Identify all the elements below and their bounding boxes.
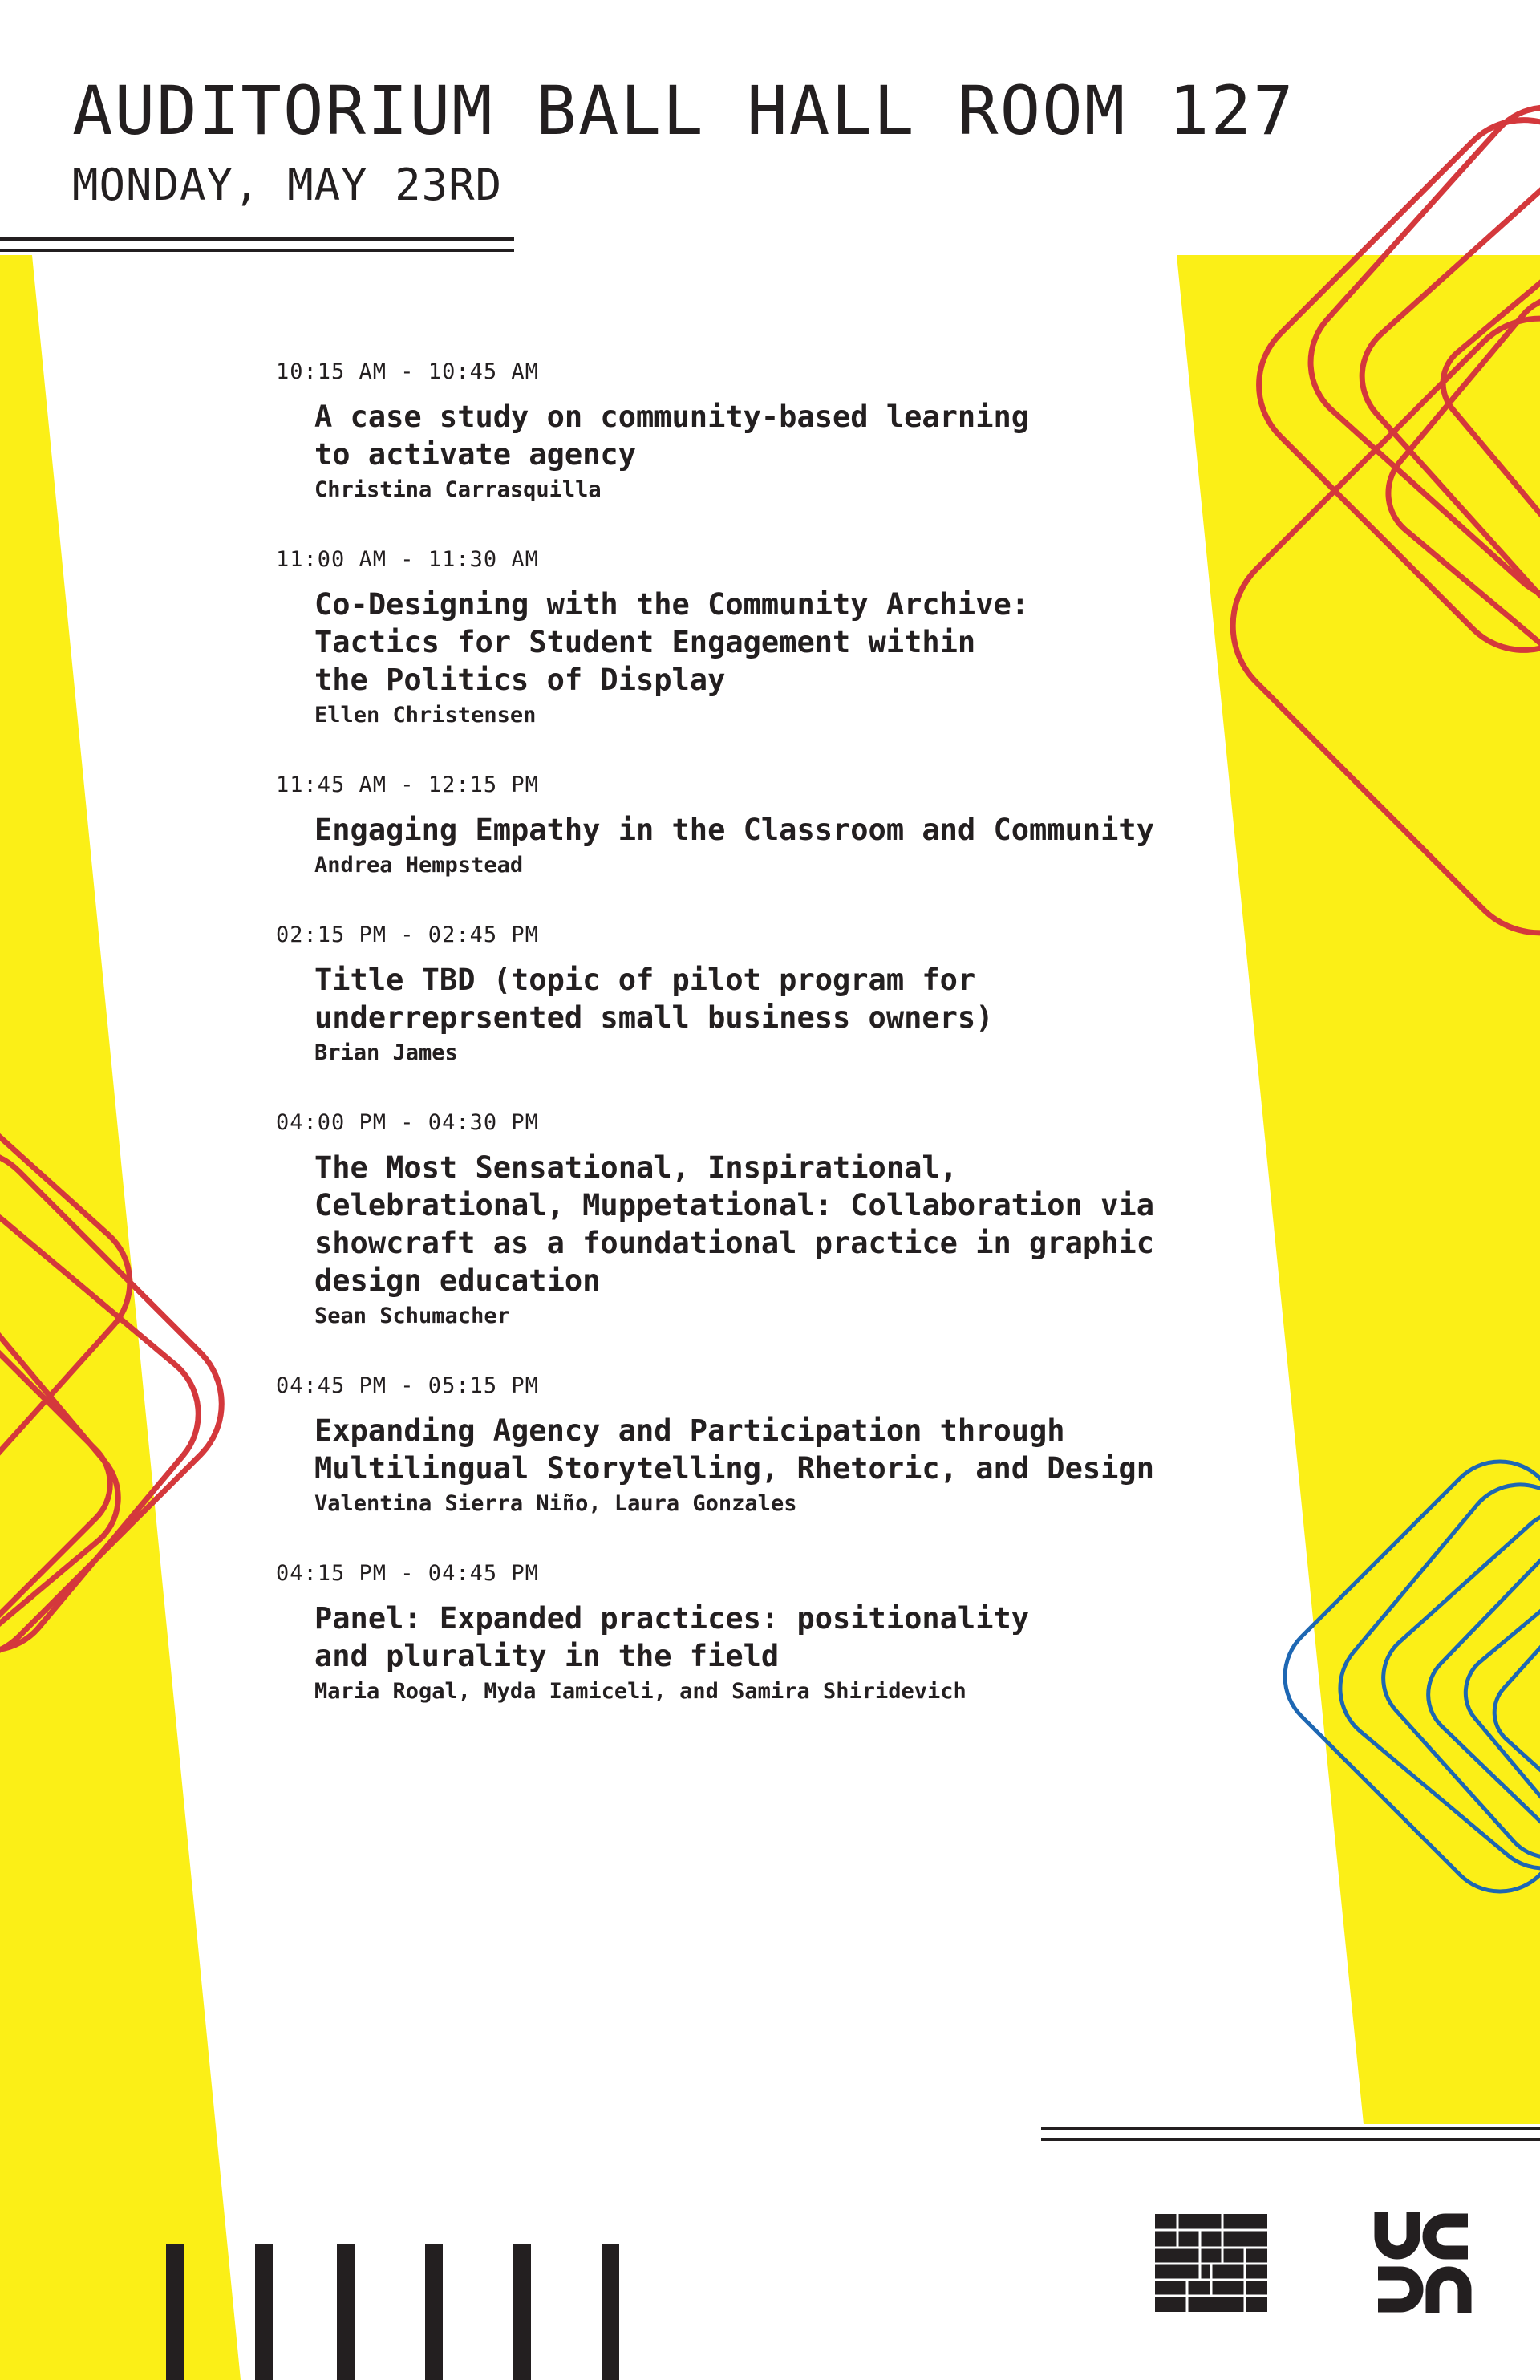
session-item	[276, 914, 1238, 1070]
footer-rules	[1041, 2127, 1540, 2141]
session-speaker: Ellen Christensen	[314, 703, 537, 728]
session-item	[276, 351, 1238, 507]
grid-logo-icon	[1155, 2214, 1267, 2312]
session-title: The Most Sensational, Inspirational, Celebrational, Muppetational: Collaboration via showcraft as a foundational practice in graphic design education	[314, 1150, 1154, 1298]
session-title: Engaging Empathy in the Classroom and Community	[314, 813, 1154, 847]
session-time: 04:00 PM - 04:30 PM	[276, 1110, 539, 1135]
session-time: 11:45 AM - 12:15 PM	[276, 772, 539, 797]
schedule-list	[276, 351, 1238, 1741]
session-item	[276, 1553, 1238, 1709]
session-speaker: Brian James	[314, 1040, 458, 1065]
session-title: Co-Designing with the Community Archive: Tactics for Student Engagement within the Politics of Display	[314, 587, 1030, 697]
session-time: 10:15 AM - 10:45 AM	[276, 359, 539, 384]
session-title: A case study on community-based learning to activate agency	[314, 399, 1030, 472]
session-time: 04:45 PM - 05:15 PM	[276, 1373, 539, 1398]
session-time: 02:15 PM - 02:45 PM	[276, 922, 539, 947]
session-item	[276, 1102, 1238, 1333]
session-speaker: Valentina Sierra Niño, Laura Gonzales	[314, 1491, 797, 1516]
session-speaker: Maria Rogal, Myda Iamiceli, and Samira Shiridevich	[314, 1679, 967, 1704]
session-title: Panel: Expanded practices: positionality and plurality in the field	[314, 1601, 1030, 1673]
event-date: MONDAY, MAY 23RD	[72, 160, 503, 210]
session-time: 11:00 AM - 11:30 AM	[276, 547, 539, 572]
page-header	[72, 71, 1295, 210]
session-speaker: Christina Carrasquilla	[314, 477, 602, 502]
session-speaker: Sean Schumacher	[314, 1304, 510, 1328]
session-title: Expanding Agency and Participation through Multilingual Storytelling, Rhetoric, and Design	[314, 1413, 1154, 1486]
session-speaker: Andrea Hempstead	[314, 853, 524, 878]
session-item	[276, 539, 1238, 732]
session-item	[276, 1365, 1238, 1521]
header-rules	[0, 237, 514, 252]
ucdn-logo-icon	[1373, 2212, 1473, 2313]
session-time: 04:15 PM - 04:45 PM	[276, 1561, 539, 1586]
session-title: Title TBD (topic of pilot program for underreprsented small business owners)	[314, 963, 994, 1035]
page-title: AUDITORIUM BALL HALL ROOM 127	[72, 71, 1295, 150]
session-item	[276, 764, 1238, 882]
